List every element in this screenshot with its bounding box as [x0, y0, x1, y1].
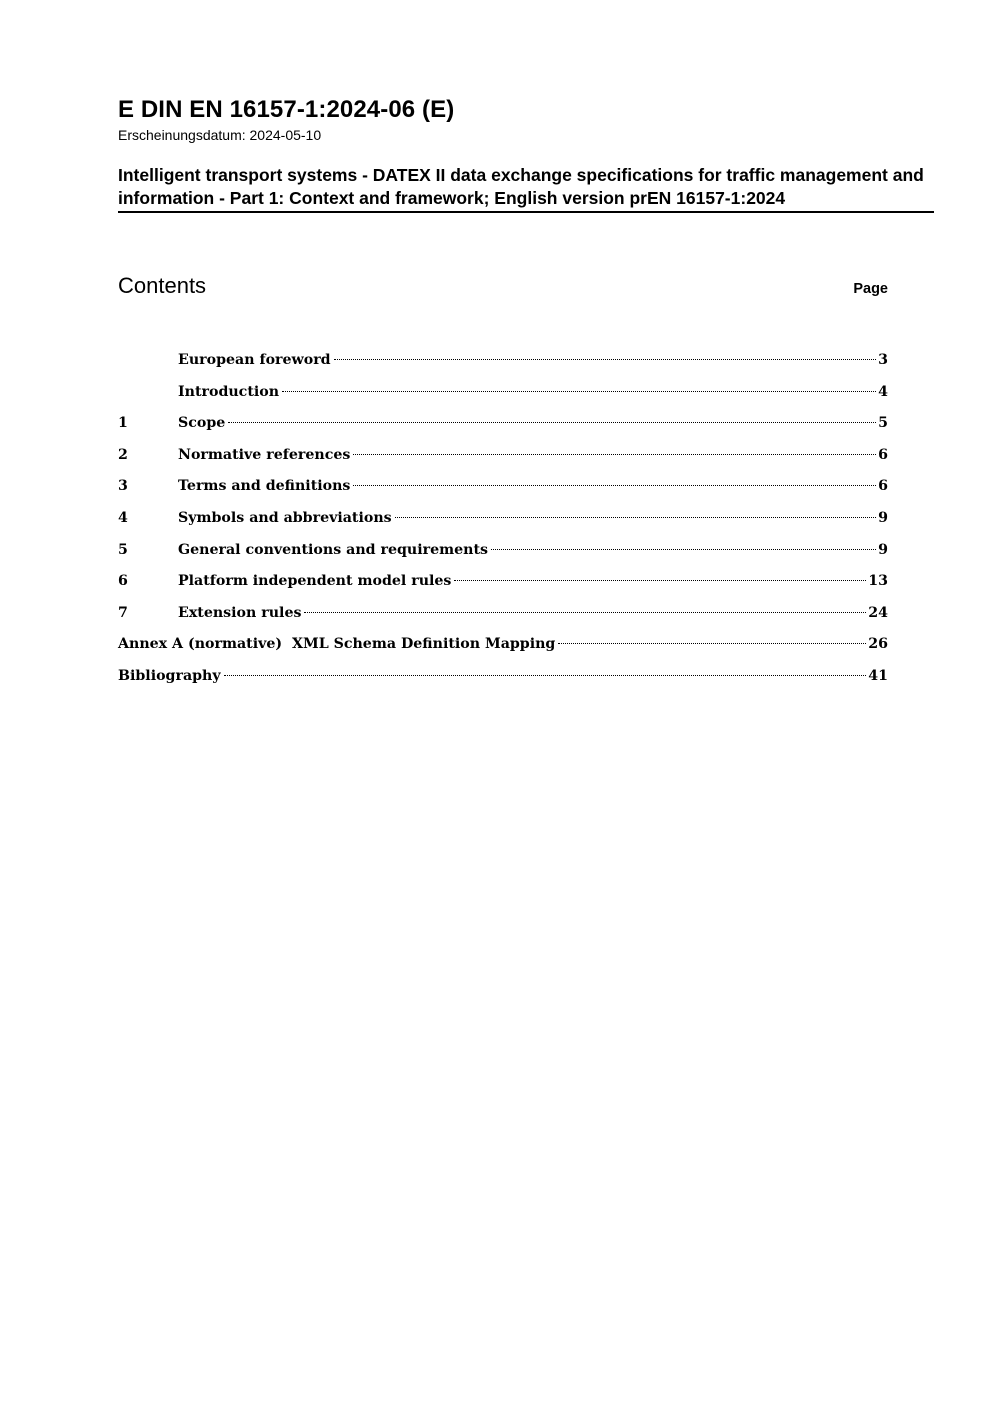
toc-page-number: 9 — [878, 509, 888, 526]
publication-date: Erscheinungsdatum: 2024-05-10 — [118, 127, 322, 143]
document-id: E DIN EN 16157-1:2024-06 (E) — [118, 96, 455, 123]
toc-entry-normative-references[interactable] — [118, 442, 888, 474]
toc-number: 6 — [118, 573, 128, 590]
toc-leader-dots — [395, 517, 876, 518]
toc-page-number: 13 — [868, 573, 888, 590]
toc-leader-dots — [224, 675, 867, 676]
toc-leader-dots — [282, 391, 876, 392]
contents-heading — [118, 272, 888, 300]
toc-title: Introduction — [178, 383, 280, 400]
toc-entry-terms-and-definitions[interactable] — [118, 473, 888, 505]
toc-leader-dots — [454, 580, 866, 581]
toc-title: General conventions and requirements — [178, 541, 489, 558]
toc-entry-european-foreword[interactable] — [118, 347, 888, 379]
toc-title: Annex A (normative) XML Schema Definition Mapping — [118, 636, 556, 653]
document-title: Intelligent transport systems - DATEX II data exchange specifications for traffic management and information - Part 1: Context and framework; English version prEN 16157-1:2024 — [118, 164, 934, 213]
toc-title: Terms and definitions — [178, 478, 351, 495]
toc-page-number: 4 — [878, 383, 888, 400]
toc-entry-extension-rules[interactable] — [118, 600, 888, 632]
toc-page-number: 6 — [878, 446, 888, 463]
toc-title: Scope — [178, 415, 226, 432]
toc-entry-symbols-and-abbreviations[interactable] — [118, 505, 888, 537]
toc-page-number: 9 — [878, 541, 888, 558]
toc-page-number: 26 — [868, 636, 888, 653]
contents-title: Contents — [118, 273, 207, 298]
toc-number: 2 — [118, 446, 128, 463]
toc-entry-platform-independent-model-rules[interactable] — [118, 568, 888, 600]
toc-number: 7 — [118, 604, 128, 621]
table-of-contents — [118, 347, 888, 695]
toc-leader-dots — [228, 422, 876, 423]
toc-title: European foreword — [178, 352, 331, 368]
toc-title: Symbols and abbreviations — [178, 509, 392, 526]
toc-leader-dots — [334, 359, 877, 360]
toc-title: Bibliography — [118, 667, 221, 684]
toc-leader-dots — [353, 485, 876, 486]
toc-leader-dots — [304, 612, 866, 613]
toc-leader-dots — [558, 643, 866, 644]
toc-title: Normative references — [178, 446, 351, 463]
toc-number: 5 — [118, 541, 128, 558]
toc-leader-dots — [491, 549, 876, 550]
toc-leader-dots — [353, 454, 876, 455]
toc-page-number: 24 — [868, 604, 888, 621]
toc-title: Extension rules — [178, 604, 302, 621]
toc-entry-scope[interactable] — [118, 410, 888, 442]
toc-number: 1 — [118, 415, 128, 432]
toc-number: 4 — [118, 509, 128, 526]
toc-page-number: 5 — [878, 415, 888, 432]
toc-title: Platform independent model rules — [178, 573, 452, 590]
toc-entry-general-conventions[interactable] — [118, 537, 888, 569]
toc-entry-bibliography[interactable] — [118, 663, 888, 695]
toc-page-number: 6 — [878, 478, 888, 495]
toc-page-number: 41 — [868, 667, 888, 684]
toc-entry-annex-a[interactable] — [118, 631, 888, 663]
document-header — [118, 96, 934, 213]
toc-number: 3 — [118, 478, 128, 495]
page-column-label: Page — [853, 281, 888, 297]
toc-page-number: 3 — [878, 352, 888, 368]
toc-entry-introduction[interactable] — [118, 379, 888, 411]
